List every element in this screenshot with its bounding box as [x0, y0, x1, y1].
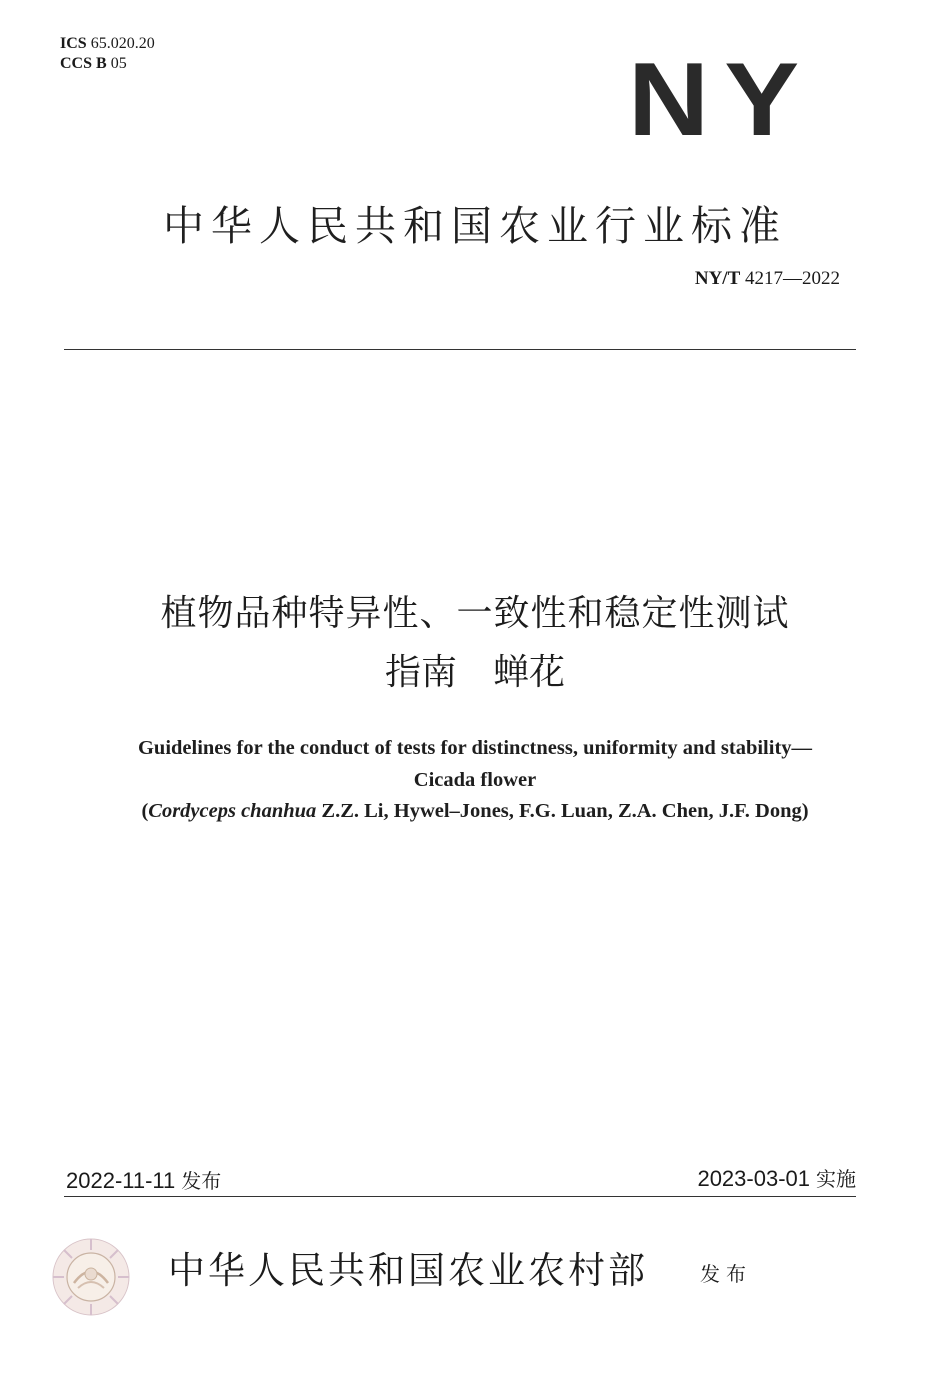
implement-date: [697, 1163, 856, 1192]
zh-title-line2: 指南 蝉花: [384, 652, 565, 693]
top-divider: [64, 349, 856, 350]
ccs-value: 05: [110, 55, 127, 72]
en-title-line2: Cicada flower: [413, 769, 537, 791]
publish-label: 发布: [700, 1262, 752, 1286]
bottom-divider: [64, 1196, 856, 1197]
en-species-line: [0, 800, 950, 823]
publisher-name: 中华人民共和国农业农村部: [168, 1249, 648, 1292]
ics-label: ICS: [60, 35, 87, 52]
issue-date-value: 2022-11-11: [66, 1168, 176, 1193]
en-species-authors: Z.Z. Li, Hywel–Jones, F.G. Luan, Z.A. Chen, J.F. Dong): [316, 800, 809, 822]
standard-number-value: 4217—2022: [745, 268, 840, 289]
en-species-open: (: [141, 800, 149, 822]
standard-title: 中华人民共和国农业行业标准: [163, 202, 787, 250]
implement-date-value: 2023-03-01: [697, 1166, 810, 1191]
ccs-label: CCS B: [60, 55, 107, 72]
standard-number: [695, 268, 840, 290]
implement-label: 实施: [816, 1167, 856, 1191]
zh-title-line1: 植物品种特异性、一致性和稳定性测试: [160, 593, 790, 634]
ics-line: [60, 34, 155, 54]
ny-logo: NY: [628, 42, 815, 158]
en-species-name: Cordyceps chanhua: [148, 800, 317, 822]
classification-codes: [60, 34, 155, 74]
en-title-line1: Guidelines for the conduct of tests for distinctness, uniformity and stability—: [137, 737, 813, 759]
standard-number-prefix: NY/T: [694, 268, 741, 289]
ministry-emblem-icon: [50, 1236, 132, 1318]
ics-value: 65.020.20: [90, 35, 155, 52]
issue-label: 发布: [181, 1169, 222, 1193]
ccs-line: [60, 54, 155, 74]
issue-date: [66, 1165, 221, 1194]
